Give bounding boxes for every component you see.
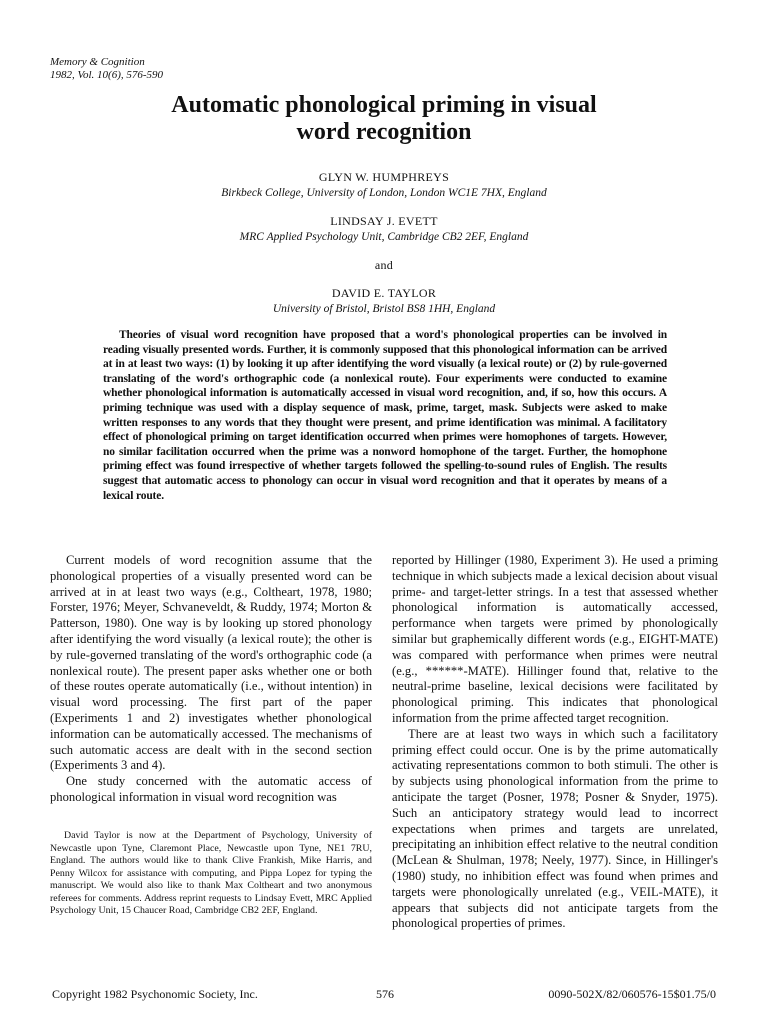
author-affiliation: Birkbeck College, University of London, London WC1E 7HX, England [221, 187, 547, 199]
paper-title [60, 92, 708, 146]
author-name: DAVID E. TAYLOR [331, 286, 437, 300]
journal-header [50, 56, 163, 82]
author-footnote: David Taylor is now at the Department of Psychology, University of Newcastle upon Tyne, Claremont Place, Newcastle upon Tyne, NE1 7RU, England. The authors would like to thank Clive Frankish, Mike Harris, and Penny Wilcox for assistance with computing, and Pippa Lopez for typing the manuscript. We would also like to thank Max Coltheart and two anonymous referees for comments. Address reprint requests to Lindsay Evett, MRC Applied Psychology Unit, 15 Chaucer Road, Cambridge CB2 2EF, England. [50, 830, 372, 916]
body-paragraph: One study concerned with the automatic access of phonological information in visual word recognition was [50, 774, 372, 804]
body-column-left [50, 553, 372, 806]
title-line-1: Automatic phonological priming in visual [171, 92, 597, 118]
page-number: 576 [376, 987, 394, 1001]
body-column-right [392, 553, 718, 932]
author-name: GLYN W. HUMPHREYS [318, 170, 450, 184]
body-paragraph: There are at least two ways in which such a facilitatory priming effect could occur. One is by the prime automatically activating representations common to both stimuli. The other is by subjects using phonological information from the prime to anticipate the target (Posner, 1978; Posner & Snyder, 1975). Such an anticipatory strategy would lead to incorrect expectations when primes and targets are unrelated, precipitating an inhibition effect relative to the neutral condition (McLean & Shulman, 1978; Neely, 1977). Since, in Hillinger's (1980) study, no inhibition effect was found when primes and targets were phonologically unrelated (e.g., VEIL-MATE), it appears that subjects did not anticipate targets from the phonological properties of primes. [392, 726, 718, 931]
author-affiliation: University of Bristol, Bristol BS8 1HH, England [272, 303, 496, 315]
author-affiliation: MRC Applied Psychology Unit, Cambridge CB2 2EF, England [239, 231, 529, 243]
body-paragraph: reported by Hillinger (1980, Experiment 3). He used a priming technique in which subjects made a lexical decision about visual prime- and target-letter strings. In a test that assessed whether phonological information is automatically accessed, performance when targets were primed by phonologically similar but graphemically different words (e.g., EIGHT-MATE) was compared with performance when primes were neutral (e.g., ******-MATE). Hillinger found that, relative to the neutral-prime baseline, lexical decisions were facilitated by phonological priming. This indicates that phonological information from the prime affected target recognition. [392, 553, 718, 725]
journal-name: Memory & Cognition [50, 56, 145, 68]
article-code: 0090-502X/82/060576-15$01.75/0 [548, 987, 716, 1001]
author-name: LINDSAY J. EVETT [330, 214, 438, 228]
title-line-2: word recognition [296, 119, 472, 145]
author-separator-and: and [374, 258, 394, 272]
abstract: Theories of visual word recognition have proposed that a word's phonological properties can be involved in reading visually presented words. Further, it is commonly supposed that this phonological information can be arrived at in at least two ways: (1) by looking it up after identifying the word visually (a lexical route) or (2) by rule-governed translating of the word's orthographic code (a nonlexical route). Four experiments were conducted to examine whether phonological information is automatically accessed in visual word recognition, and, if so, how this occurs. A priming technique was used with a display sequence of mask, prime, target, mask. Subjects were asked to make written responses to any words that they thought were present, and prime identification was minimal. A facilitatory effect of phonological priming on target identification occurred when primes were homophones of targets. However, no similar facilitation occurred when the prime was a nonword homophone of the target. Further, the homophone priming effect was found irrespective of whether targets followed the spelling-to-sound rules of English. The results suggest that automatic access to phonology can occur in visual word recognition and that it operates by means of a lexical route. [103, 329, 667, 502]
body-paragraph: Current models of word recognition assume that the phonological properties of a visually presented word can be arrived at in at least two ways (e.g., Coltheart, 1978, 1980; Forster, 1976; Meyer, Schvaneveldt, & Ruddy, 1974; Morton & Patterson, 1980). One way is by looking up stored phonology after identifying the word visually (a lexical route); the other is by rule-governed translating of the word's orthographic code (a nonlexical route). The present paper asks whether one or both of these routes operate automatically (i.e., without intention) in visual word processing. The first part of the paper (Experiments 1 and 2) investigates whether phonological information can be automatically accessed. The mechanisms of such automatic access are dealt with in the second section (Experiments 3 and 4). [50, 553, 372, 773]
journal-citation: 1982, Vol. 10(6), 576-590 [50, 69, 164, 81]
copyright-notice: Copyright 1982 Psychonomic Society, Inc. [52, 987, 258, 1001]
